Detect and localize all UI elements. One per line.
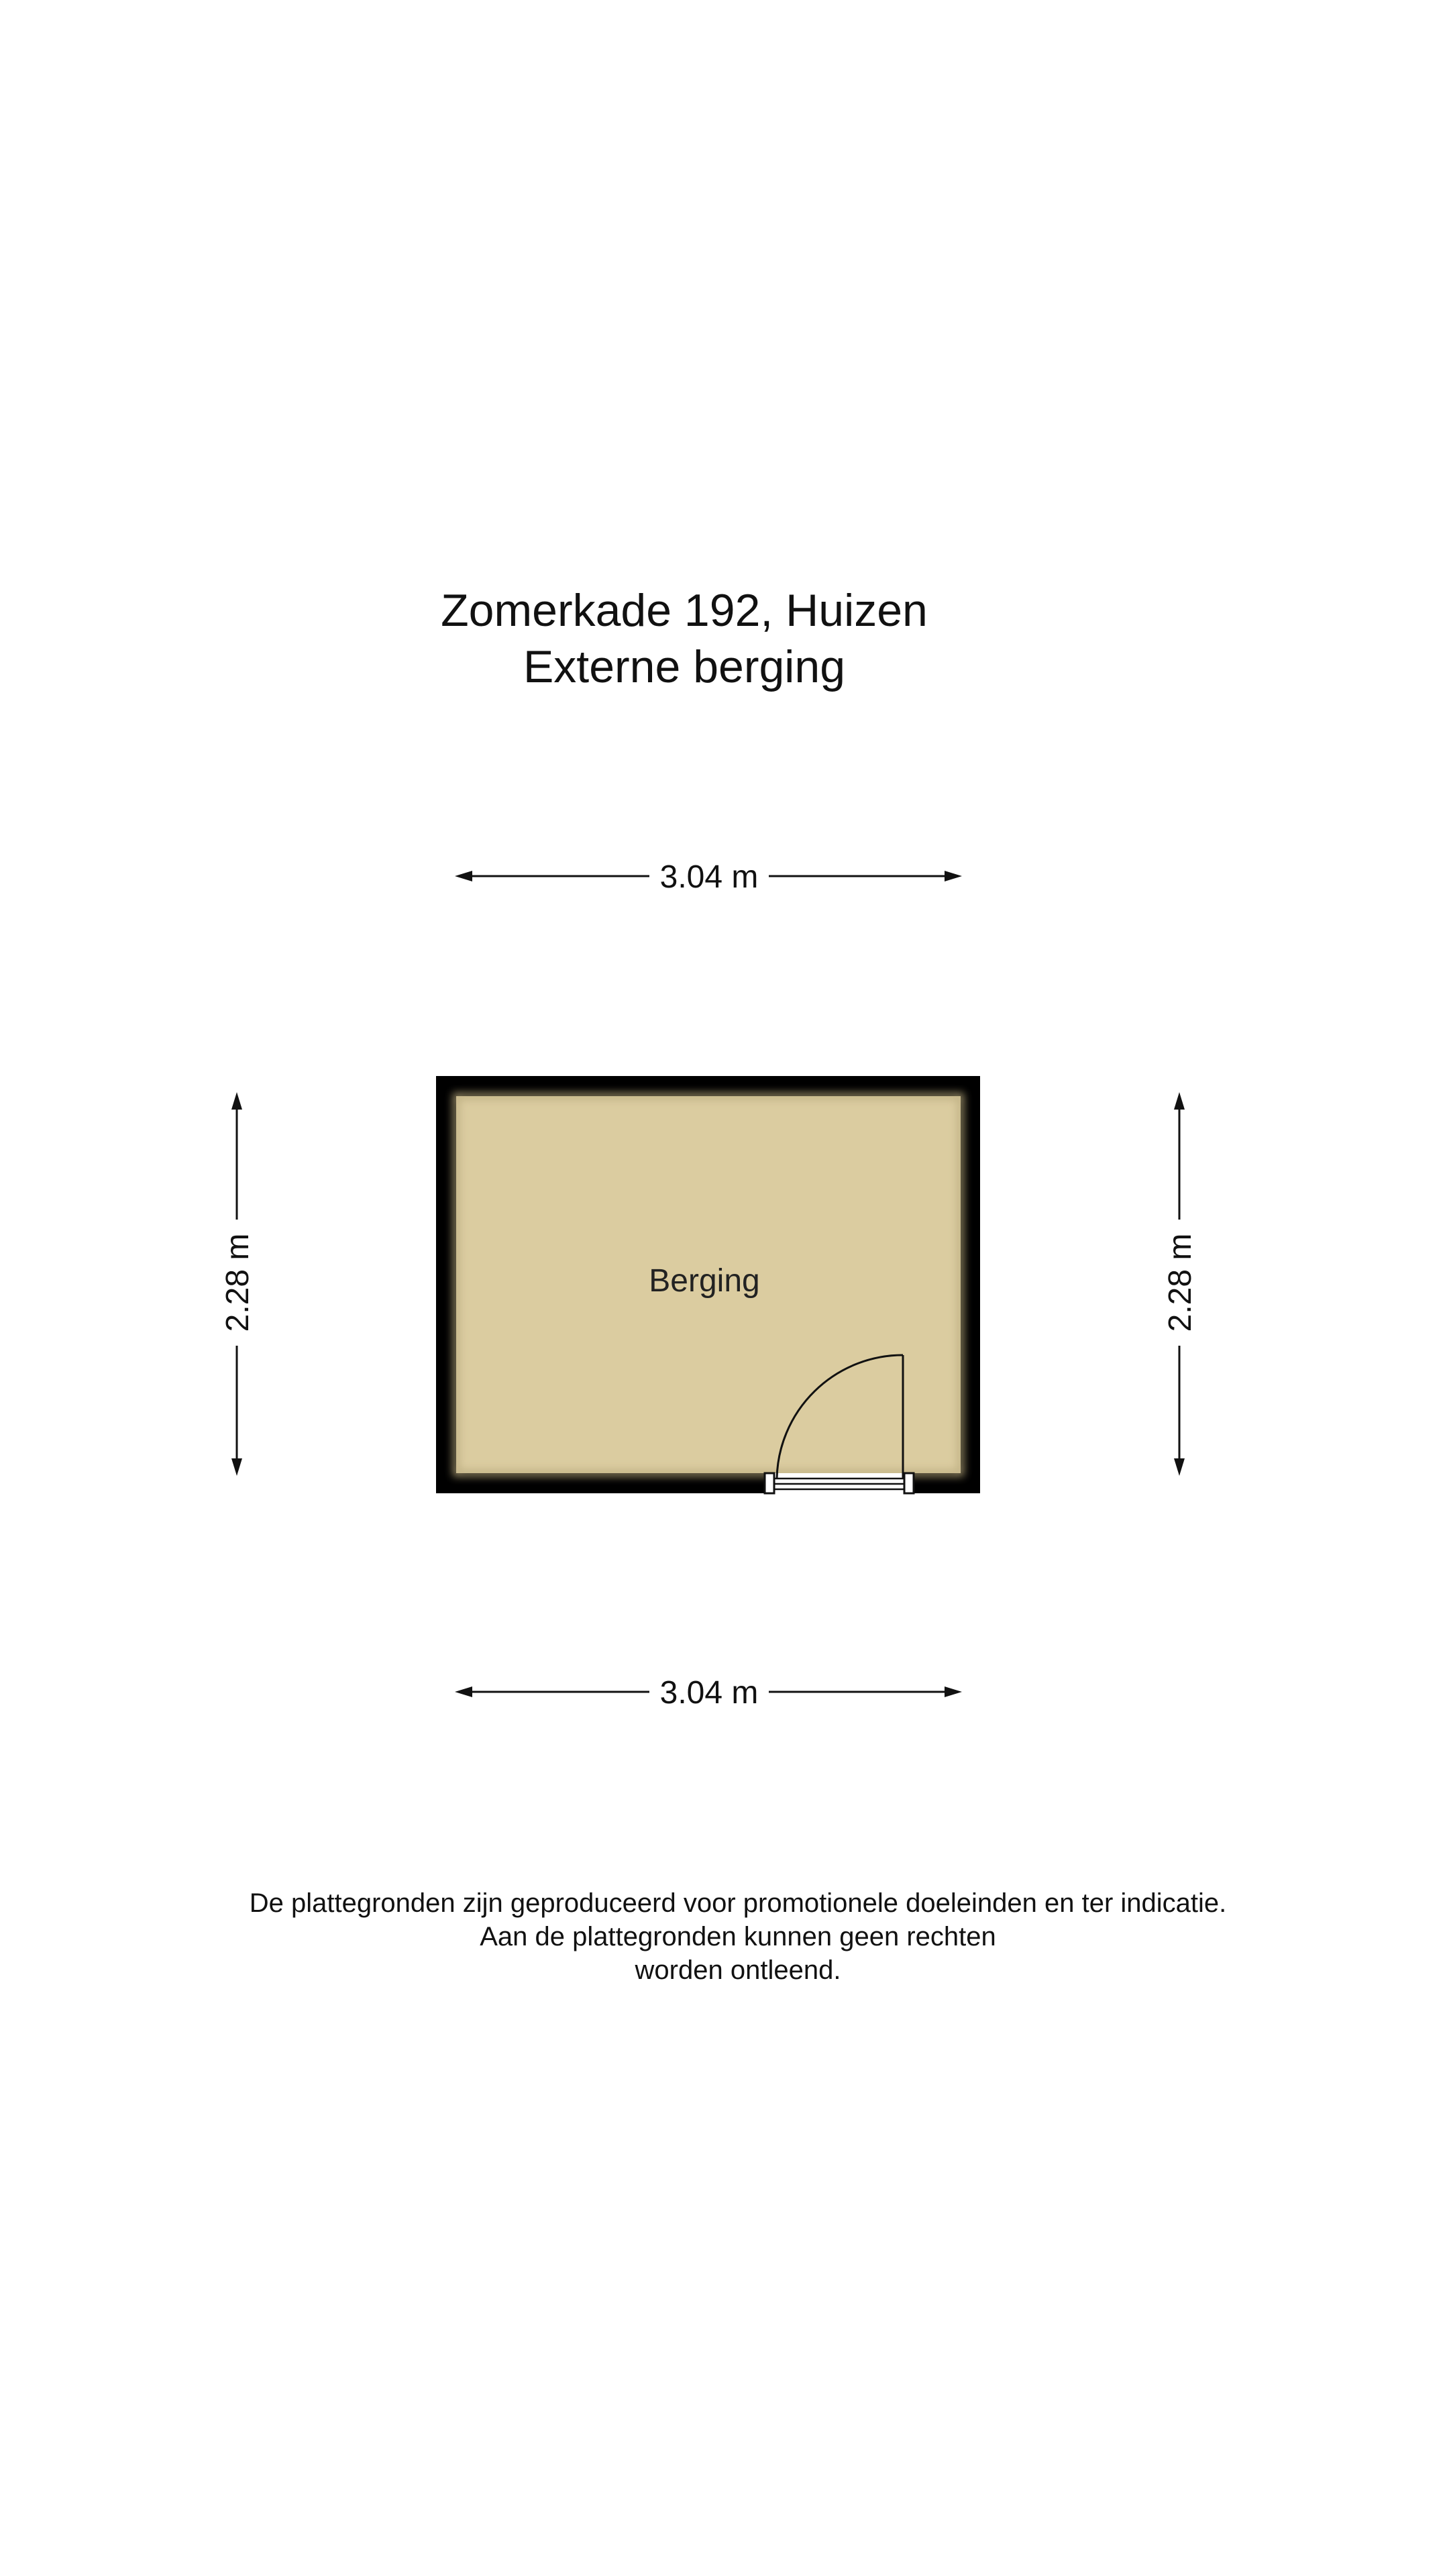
left-dimension-label: 2.28 m bbox=[220, 1233, 256, 1332]
room-berging bbox=[436, 1076, 980, 1493]
bottom-dimension-label: 3.04 m bbox=[659, 1675, 759, 1711]
top-dimension-label: 3.04 m bbox=[659, 859, 759, 895]
disclaimer bbox=[0, 1886, 1449, 1987]
arrow-down-icon bbox=[231, 1458, 242, 1476]
arrow-down-icon bbox=[1174, 1458, 1185, 1476]
arrow-left-icon bbox=[455, 1686, 472, 1697]
right-dimension bbox=[1163, 1092, 1198, 1476]
top-dimension bbox=[455, 859, 962, 895]
left-dimension bbox=[220, 1092, 256, 1476]
address-title: Zomerkade 192, Huizen bbox=[441, 585, 928, 636]
disclaimer-line-2: Aan de plattegronden kunnen geen rechten bbox=[480, 1922, 996, 1951]
right-dimension-label: 2.28 m bbox=[1163, 1233, 1198, 1332]
disclaimer-line-3: worden ontleend. bbox=[635, 1955, 841, 1985]
arrow-right-icon bbox=[945, 871, 962, 881]
disclaimer-line-1: De plattegronden zijn geproduceerd voor promotionele doeleinden en ter indicatie. bbox=[249, 1888, 1227, 1918]
arrow-up-icon bbox=[231, 1092, 242, 1110]
arrow-right-icon bbox=[945, 1686, 962, 1697]
bottom-dimension bbox=[455, 1675, 962, 1711]
arrow-up-icon bbox=[1174, 1092, 1185, 1110]
arrow-left-icon bbox=[455, 871, 472, 881]
plan-subtitle: Externe berging bbox=[523, 641, 846, 692]
room-label: Berging bbox=[649, 1263, 760, 1299]
